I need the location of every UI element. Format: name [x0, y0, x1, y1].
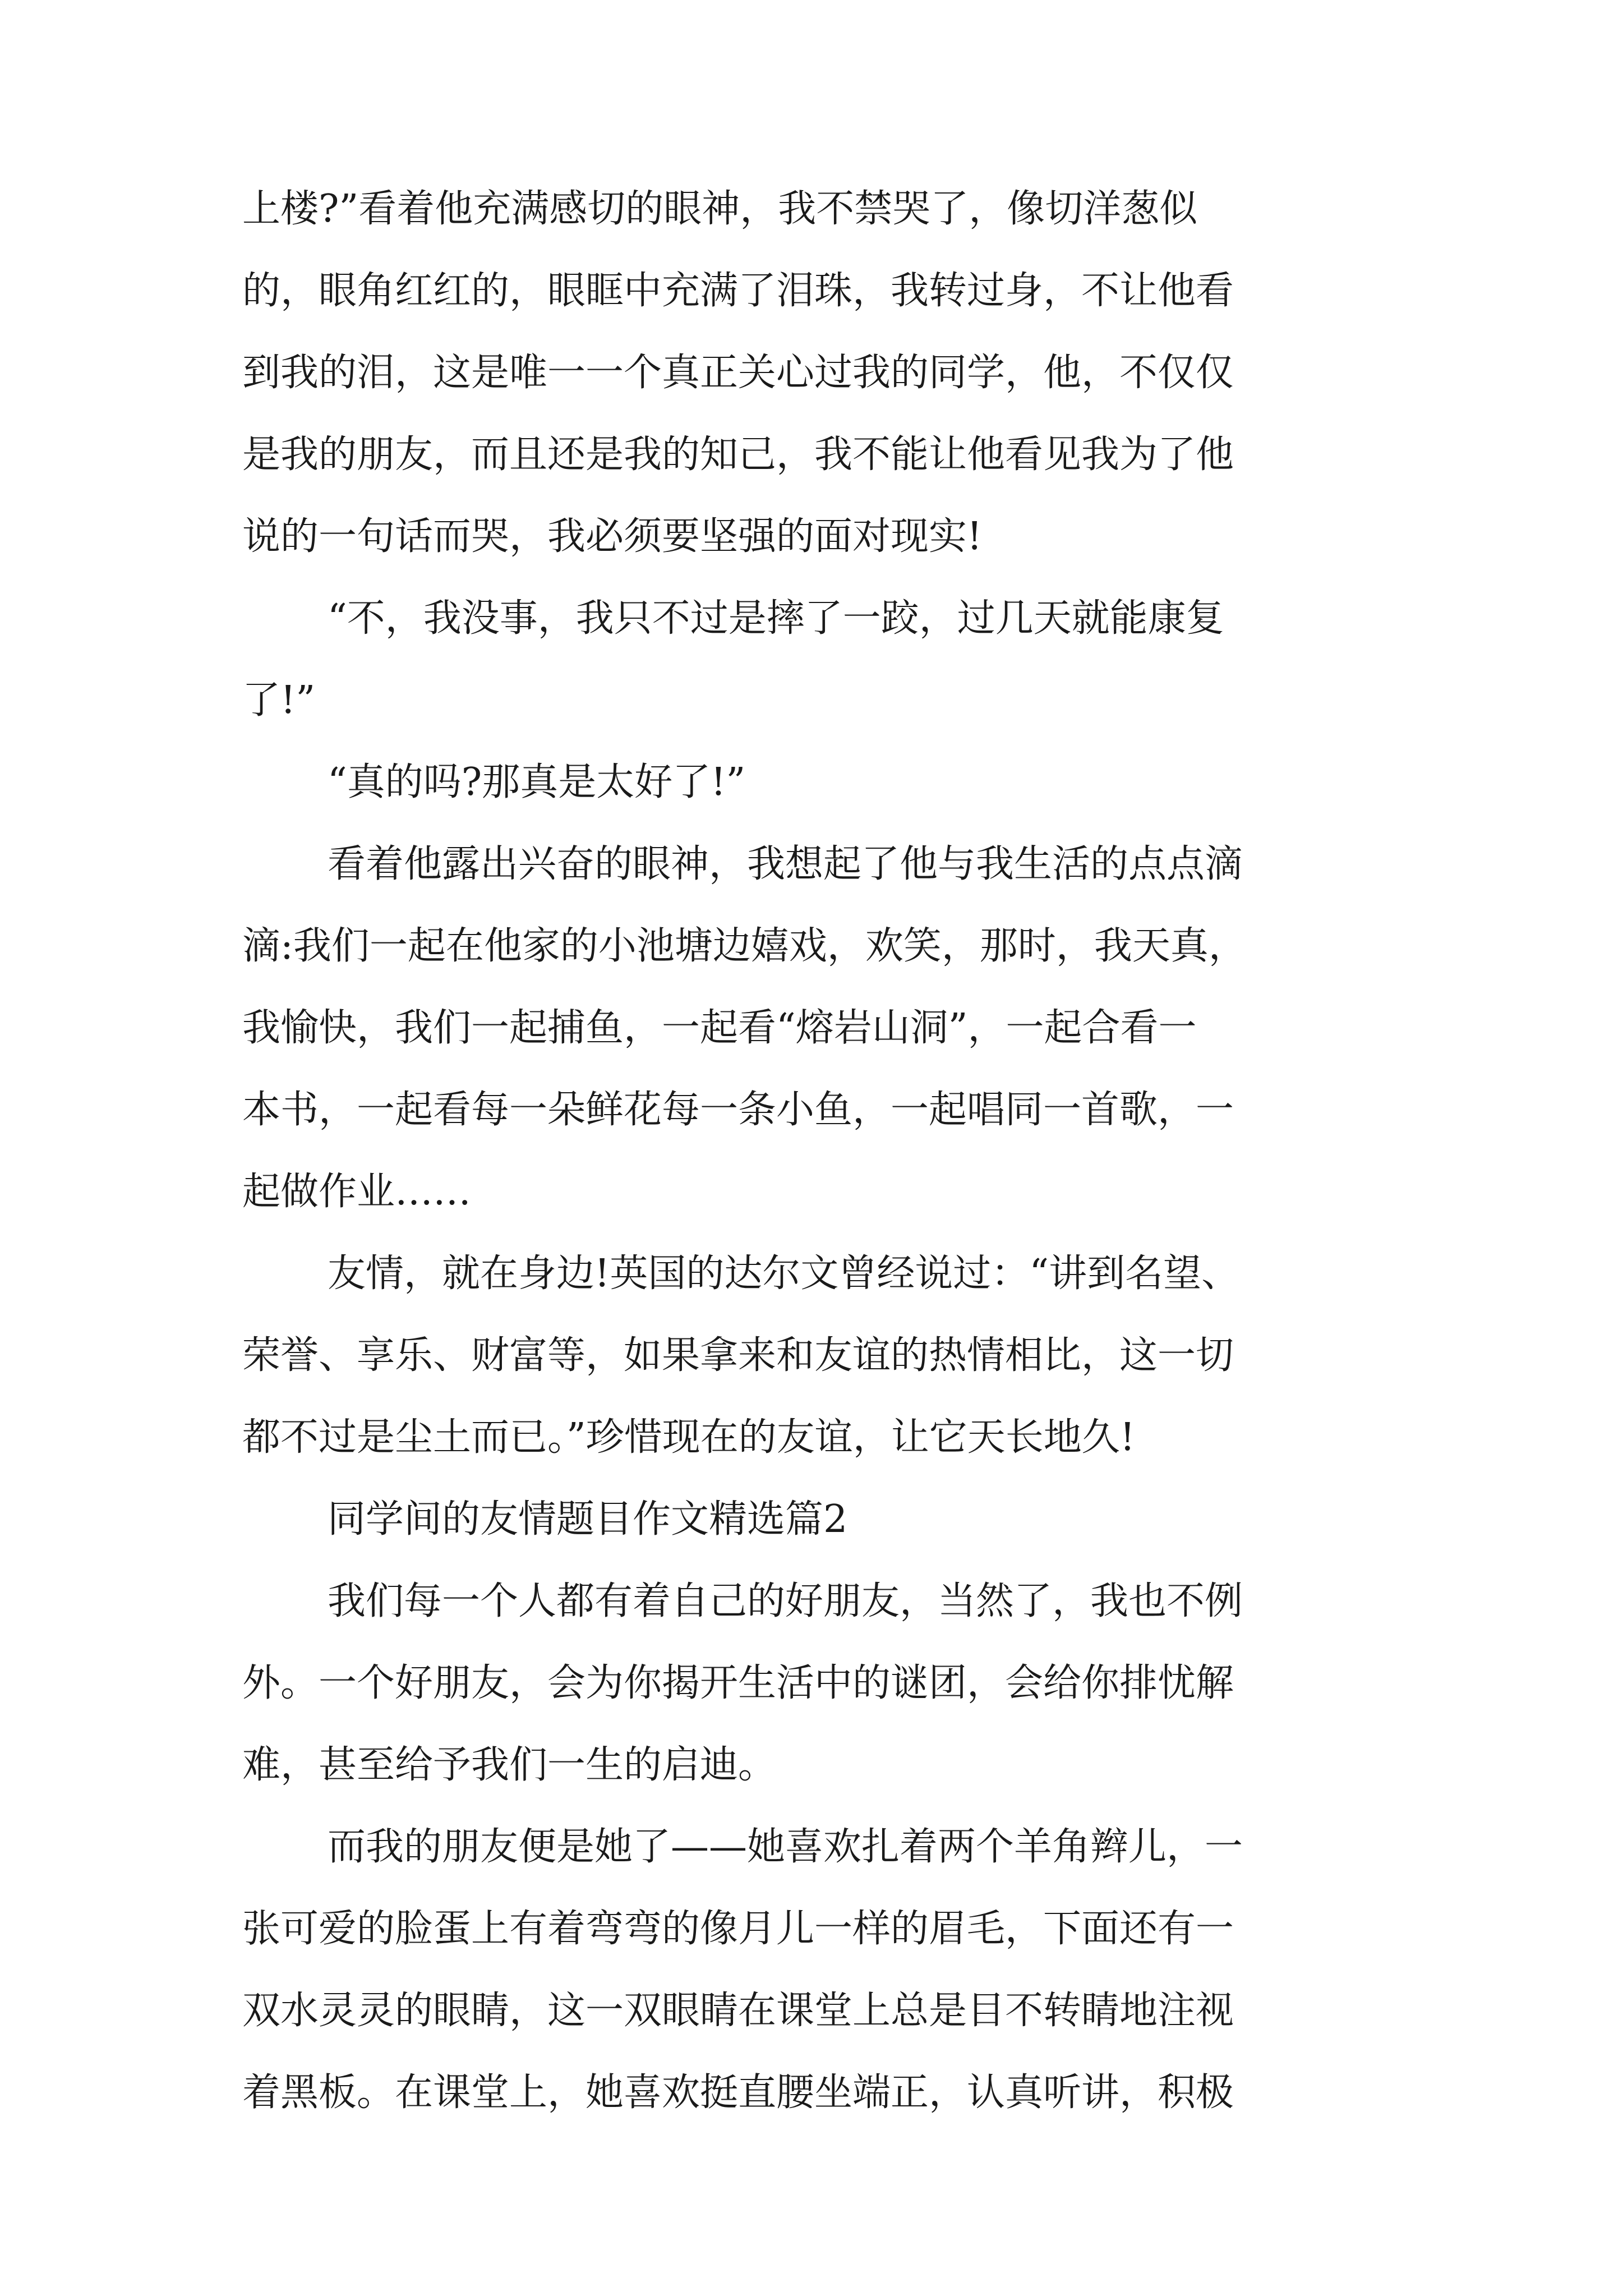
text-line: 都不过是尘土而已。”珍惜现在的友谊，让它天长地久! — [242, 1415, 1136, 1460]
text-line: 难，甚至给予我们一生的启迪。 — [242, 1743, 777, 1787]
text-line: 我们每一个人都有着自己的好朋友，当然了，我也不例 — [328, 1579, 1243, 1623]
text-line: 到我的泪，这是唯一一个真正关心过我的同学，他，不仅仅 — [242, 351, 1234, 395]
text-line: 看着他露出兴奋的眼神，我想起了他与我生活的点点滴 — [328, 842, 1243, 886]
text-line: 说的一句话而哭，我必须要坚强的面对现实! — [242, 514, 983, 559]
text-line: 了!” — [242, 678, 316, 723]
body-text — [242, 168, 1409, 2134]
text-line: 是我的朋友，而且还是我的知己，我不能让他看见我为了他 — [242, 432, 1234, 477]
text-line: 着黑板。在课堂上，她喜欢挺直腰坐端正，认真听讲，积极 — [242, 2070, 1234, 2115]
text-line: 荣誉、享乐、财富等，如果拿来和友谊的热情相比，这一切 — [242, 1333, 1234, 1378]
text-line: 上楼?”看着他充满感切的眼神，我不禁哭了，像切洋葱似 — [242, 187, 1198, 231]
text-line: 滴:我们一起在他家的小池塘边嬉戏，欢笑，那时，我天真， — [242, 924, 1247, 968]
text-line: 同学间的友情题目作文精选篇2 — [328, 1497, 848, 1542]
text-line: “真的吗?那真是太好了!” — [328, 760, 746, 804]
text-line: 起做作业…… — [242, 1170, 472, 1214]
text-line: 张可爱的脸蛋上有着弯弯的像月儿一样的眉毛，下面还有一 — [242, 1907, 1234, 1951]
text-line: 我愉快，我们一起捕鱼，一起看“熔岩山洞”，一起合看一 — [242, 1006, 1197, 1050]
text-line: 而我的朋友便是她了——她喜欢扎着两个羊角辫儿，一 — [328, 1825, 1243, 1869]
text-line: 本书，一起看每一朵鲜花每一条小鱼，一起唱同一首歌，一 — [242, 1088, 1234, 1132]
text-line: 的，眼角红红的，眼眶中充满了泪珠，我转过身，不让他看 — [242, 269, 1234, 313]
text-line: “不，我没事，我只不过是摔了一跤，过几天就能康复 — [328, 596, 1224, 641]
text-line: 双水灵灵的眼睛，这一双眼睛在课堂上总是目不转睛地注视 — [242, 1989, 1234, 2033]
text-line: 外。一个好朋友，会为你揭开生活中的谜团，会给你排忧解 — [242, 1661, 1234, 1705]
text-line: 友情，就在身边!英国的达尔文曾经说过：“讲到名望、 — [328, 1251, 1240, 1296]
